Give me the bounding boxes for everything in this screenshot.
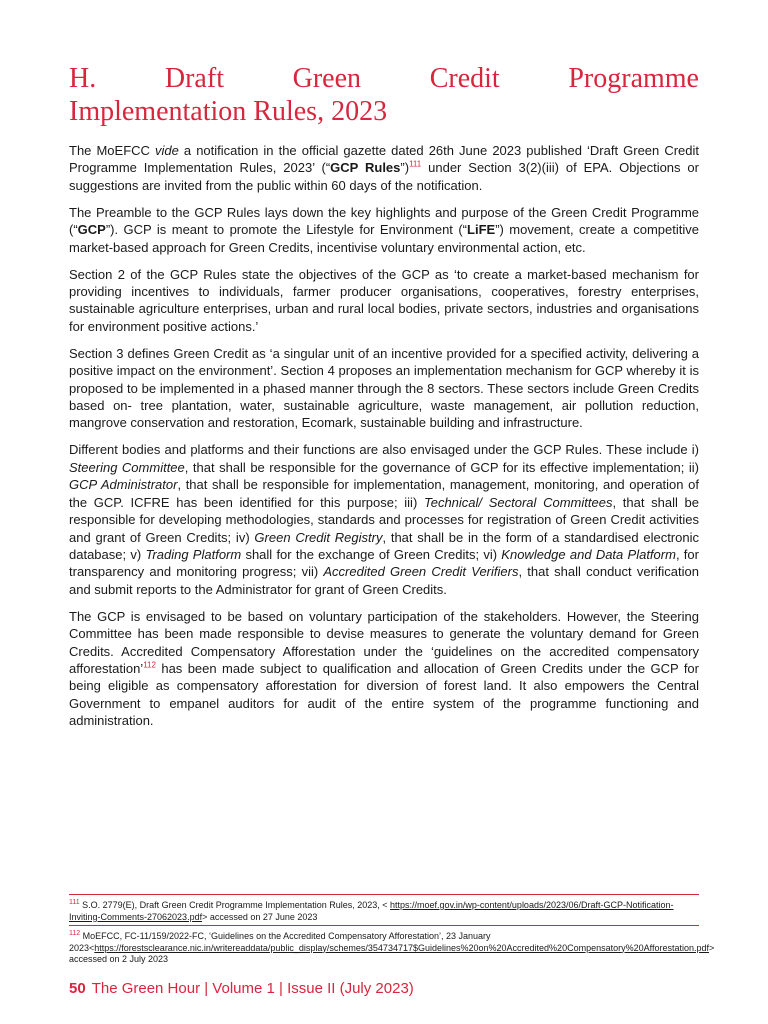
heading-line-2: Implementation Rules, 2023 bbox=[69, 96, 388, 127]
footnote-ref-112[interactable]: 112 bbox=[143, 660, 156, 670]
footnote-link[interactable]: https://moef.gov.in/wp-content/uploads/2023/06/Draft-GCP-Notification-Inviting-Comments-27062023.pdf bbox=[69, 900, 674, 922]
heading-line-1 bbox=[69, 62, 699, 95]
section-heading bbox=[69, 62, 699, 128]
footnote-ref-111[interactable]: 111 bbox=[409, 160, 422, 170]
heading-word: Credit bbox=[429, 63, 500, 94]
footnote-link[interactable]: https://forestsclearance.nic.in/writereaddata/public_display/schemes/354734717$Guidelines%20on%20Accredited%20Compensatory%20Afforestation.pdf bbox=[94, 942, 709, 953]
paragraph-1: The MoEFCC vide a notification in the official gazette dated 26th June 2023 published ‘Draft Green Credit Programme Implementation Rules, 2023’ (“GCP Rules”)$^{111}$ under Section 3(2)(iii) of EPA. Objections or suggestions are invited from the public within 60 days of the notification. bbox=[69, 143, 700, 193]
article-body bbox=[69, 142, 699, 739]
footnotes bbox=[69, 894, 715, 968]
footnote-112: $^{112}$ MoEFCC, FC-11/159/2022-FC, ‘Guidelines on the Accredited Compensatory Afforestation’, 23 January 2023<https://forestsclearance.nic.in/writereaddata/public_display/schemes/354734717$Guidelines%20on%20Accredited%20Compensatory%20Afforestation.pdf> accessed on 2 July 2023 bbox=[69, 925, 699, 966]
publication-title: The Green Hour | Volume 1 | Issue II (July 2023) bbox=[91, 980, 414, 997]
page-number: 50 bbox=[69, 980, 86, 997]
paragraph-5: Different bodies and platforms and their functions are also envisaged under the GCP Rules. These include i) Steering Committee, that shall be responsible for the governance of GCP for its effective implementation; ii) GCP Administrator, that shall be responsible for implementation, management, monitoring, and operation of the GCP. ICFRE has been identified for this purpose; iii) Technical/ Sectoral Committees, that shall be responsible for developing methodologies, standards and processes for registration of Green Credit activities and grant of Green Credits; iv) Green Credit Registry, that shall be in the form of a standardised electronic database; v) Trading Platform shall for the exchange of Green Credits; vi) Knowledge and Data Platform, for transparency and monitoring progress; vii) Accredited Green Credit Verifiers, that shall conduct verification and submit reports to the Administrator for grant of Green Credits. bbox=[69, 442, 700, 597]
paragraph-2: The Preamble to the GCP Rules lays down the key highlights and purpose of the Green Credit Programme (“GCP”). GCP is meant to promote the Lifestyle for Environment (“LiFE”) movement, create a competitive market-based approach for Green Credits, incentivise voluntary environmental action, etc. bbox=[69, 204, 699, 255]
page-footer bbox=[69, 980, 414, 997]
heading-word: Draft bbox=[164, 63, 224, 94]
heading-word: Green bbox=[292, 63, 362, 94]
heading-word: H. bbox=[69, 63, 97, 94]
paragraph-3: Section 2 of the GCP Rules state the objectives of the GCP as ‘to create a market-based mechanism for providing incentives to individuals, farmer producer organisations, cooperatives, forestry enterprises, sustainable agriculture enterprises, urban and rural local bodies, private sectors, industries and organisations for environment positive actions.’ bbox=[69, 266, 699, 334]
heading-word: Programme bbox=[568, 63, 699, 94]
paragraph-6: The GCP is envisaged to be based on voluntary participation of the stakeholders. However, the Steering Committee has been made responsible to devise measures to generate the voluntary demand for Green Credits. Accredited Compensatory Afforestation under the ‘guidelines on the accredited compensatory afforestation’$^{112}$ has been made subject to qualification and allocation of Green Credits under the GCP for being eligible as compensatory afforestation for diversion of forest land. It also empowers the Central Government to empanel auditors for audit of the entire system of the programme functioning and administration. bbox=[69, 608, 699, 729]
paragraph-4: Section 3 defines Green Credit as ‘a singular unit of an incentive provided for a specified activity, delivering a positive impact on the environment’. Section 4 proposes an implementation mechanism for GCP whereby it is proposed to be implemented in a phased manner through the 8 sectors. These sectors include Green Credits based on- tree plantation, water, sustainable agriculture, waste management, air pollution reduction, mangrove conservation and restoration, Ecomark, sustainable building and infrastructure. bbox=[69, 345, 699, 431]
footnote-111: $^{111}$ S.O. 2779(E), Draft Green Credit Programme Implementation Rules, 2023, < https://moef.gov.in/wp-content/uploads/2023/06/Draft-GCP-Notification-Inviting-Comments-27062023.pdf> accessed on 27 June 2023 bbox=[69, 894, 699, 923]
